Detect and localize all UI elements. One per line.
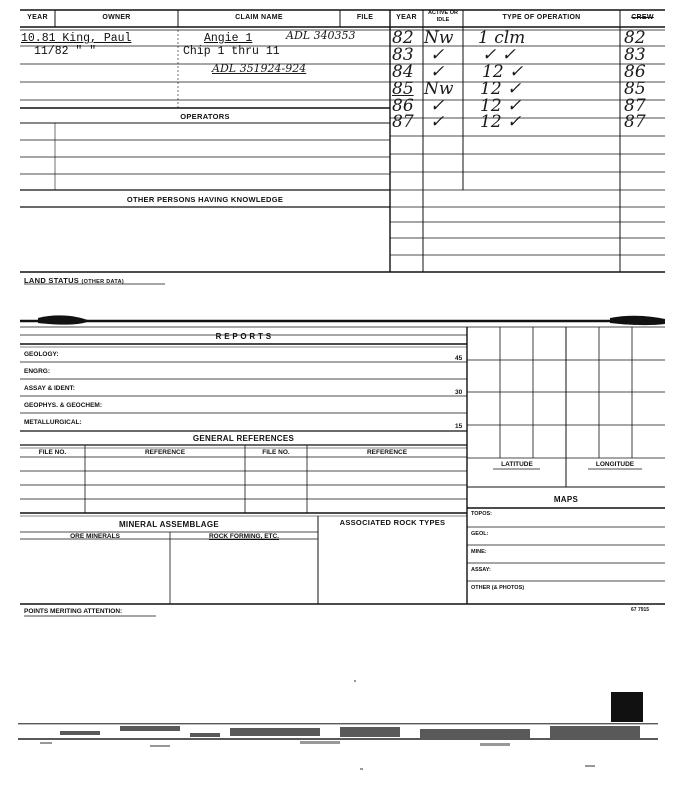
op-status-1: Nw [424, 28, 454, 48]
owner-row-1: 10.81 King, Paul [21, 32, 132, 45]
header-crew: CREW [631, 14, 654, 21]
report-num-assay: 30 [455, 389, 463, 396]
op-type-3: 12 ✓ [482, 62, 524, 82]
op-year-6: 87 [392, 112, 414, 132]
op-crew-6: 87 [624, 112, 646, 132]
map-row-other: OTHER (& PHOTOS) [471, 585, 525, 591]
header-file: FILE [356, 14, 374, 21]
form-code: 67 7915 [631, 607, 650, 613]
op-status-2: ✓ [430, 45, 445, 65]
ref-header-file-no-1: FILE NO. [38, 449, 67, 456]
map-row-geol: GEOL: [471, 531, 489, 537]
header-year: YEAR [27, 14, 48, 21]
header-year-2: YEAR [396, 14, 417, 21]
operators-title: OPERATORS [180, 112, 230, 121]
header-type-of-operation: TYPE OF OPERATION [502, 14, 581, 21]
op-year-4: 85 [392, 79, 414, 99]
op-status-5: ✓ [430, 96, 445, 116]
report-label-metallurgical: METALLURGICAL: [24, 419, 82, 426]
header-claim-name: CLAIM NAME [235, 14, 283, 21]
map-row-assay: ASSAY: [471, 567, 491, 573]
claim-row-2: Chip 1 thru 11 [183, 45, 280, 58]
op-crew-4: 85 [624, 79, 646, 99]
op-year-1: 82 [392, 28, 414, 48]
report-label-geology: GEOLOGY: [24, 351, 59, 358]
header-active-or-idle: ACTIVE OR IDLE [428, 10, 458, 23]
longitude-label: LONGITUDE [595, 461, 635, 468]
map-row-mine: MINE: [471, 549, 487, 555]
op-year-2: 83 [392, 45, 414, 65]
owner-row-2: 11/82 " " [34, 45, 97, 58]
general-references-title: GENERAL REFERENCES [192, 434, 295, 443]
op-crew-3: 86 [624, 62, 646, 82]
claim-row-1: Angie 1 [204, 32, 253, 45]
op-type-6: 12 ✓ [480, 112, 522, 132]
ref-header-reference-2: REFERENCE [366, 449, 408, 456]
op-status-3: ✓ [430, 62, 445, 82]
land-status-title: LAND STATUS (OTHER DATA) [24, 276, 124, 285]
mineral-assemblage-title: MINERAL ASSEMBLAGE [118, 520, 220, 529]
maps-title: MAPS [553, 495, 579, 504]
op-type-1: 1 clm [478, 28, 526, 48]
report-num-metallurgical: 15 [455, 423, 463, 430]
header-owner: OWNER [102, 14, 131, 21]
reports-title: R E P O R T S [215, 332, 272, 341]
op-status-4: Nw [424, 79, 454, 99]
ref-header-file-no-2: FILE NO. [262, 449, 290, 456]
ore-minerals-header: ORE MINERALS [70, 533, 120, 540]
latitude-label: LATITUDE [501, 461, 533, 468]
points-meriting-attention: POINTS MERITING ATTENTION: [24, 608, 123, 615]
report-num-geology: 45 [455, 355, 463, 362]
report-label-assay: ASSAY & IDENT: [24, 385, 75, 392]
op-type-2: ✓ ✓ [482, 45, 516, 65]
claim-annotation-adl-2: ADL 351924-924 [212, 62, 307, 75]
op-crew-1: 82 [624, 28, 646, 48]
op-status-6: ✓ [430, 112, 445, 132]
op-type-5: 12 ✓ [480, 96, 522, 116]
op-year-5: 86 [392, 96, 414, 116]
claim-annotation-adl-1: ADL 340353 [286, 29, 356, 42]
rock-forming-header: ROCK FORMING, ETC. [208, 533, 280, 540]
op-year-3: 84 [392, 62, 414, 82]
op-type-4: 12 ✓ [480, 79, 522, 99]
op-crew-2: 83 [624, 45, 646, 65]
associated-rock-types-title: ASSOCIATED ROCK TYPES [339, 518, 446, 527]
ref-header-reference-1: REFERENCE [144, 449, 186, 456]
other-persons-title: OTHER PERSONS HAVING KNOWLEDGE [126, 195, 284, 204]
report-label-engrg: ENGRG: [24, 368, 50, 375]
map-row-topos: TOPOS: [471, 511, 492, 517]
op-crew-5: 87 [624, 96, 646, 116]
report-label-geophys: GEOPHYS. & GEOCHEM: [24, 402, 103, 409]
